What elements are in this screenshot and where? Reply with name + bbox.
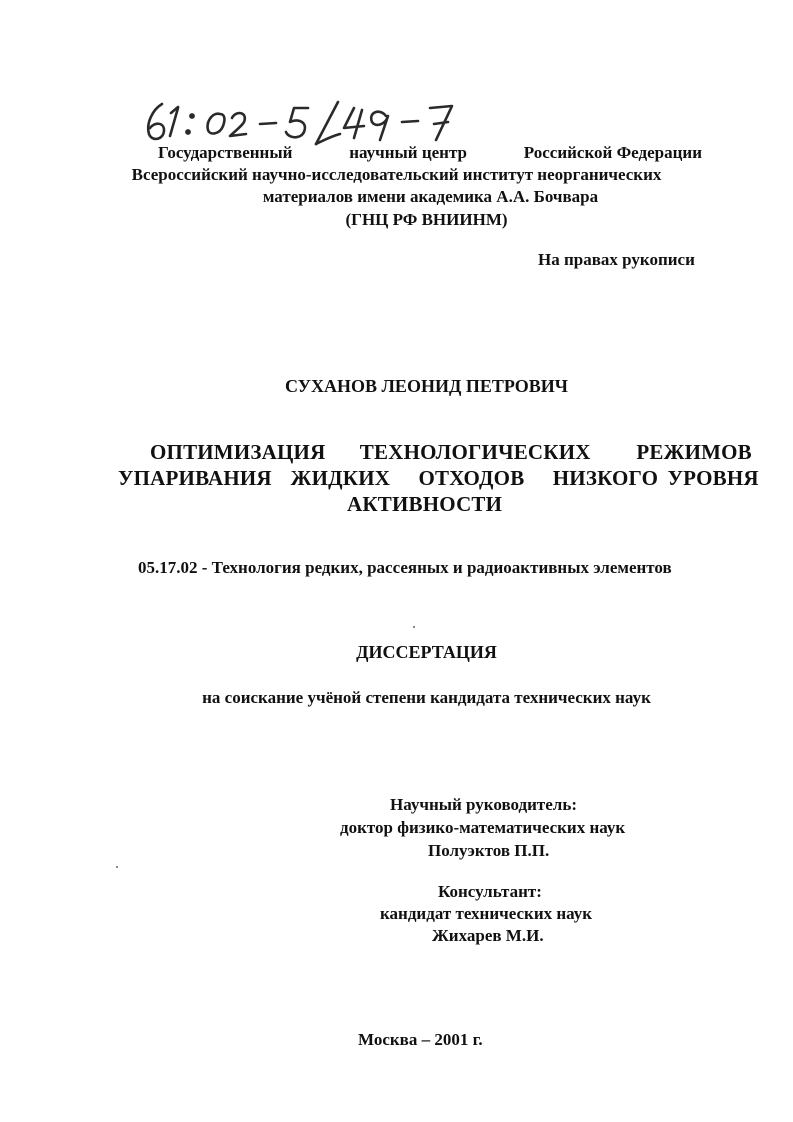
supervisor-role: Научный руководитель: <box>390 795 577 814</box>
organization-word-state: Государственный <box>158 143 293 162</box>
title-line-3: АКТИВНОСТИ <box>347 492 503 516</box>
work-type: ДИССЕРТАЦИЯ <box>356 642 497 662</box>
consultant-degree: кандидат технических наук <box>380 904 593 923</box>
scan-speck <box>413 626 415 628</box>
organization-line-3: материалов имени академика А.А. Бочвара <box>262 187 599 206</box>
handwritten-archive-code <box>140 96 470 146</box>
place-and-year: Москва – 2001 г. <box>358 1030 483 1049</box>
organization-abbreviation: (ГНЦ РФ ВНИИНМ) <box>345 210 508 229</box>
title-line-2: УПАРИВАНИЯ ЖИДКИХ ОТХОДОВ НИЗКОГО УРОВНЯ <box>118 466 759 490</box>
supervisor-name: Полуэктов П.П. <box>428 841 550 860</box>
supervisor-degree: доктор физико-математических наук <box>340 818 626 837</box>
organization-word-research-center: научный центр <box>349 143 467 162</box>
scan-speck <box>116 866 118 868</box>
rights-note: На правах рукописи <box>538 250 695 269</box>
consultant-role: Консультант: <box>438 882 542 901</box>
organization-line-1 <box>158 143 702 163</box>
specialty-code: 05.17.02 - Технология редких, рассеяных и радиоактивных элементов <box>138 558 672 577</box>
consultant-name: Жихарев М.И. <box>432 926 544 945</box>
organization-word-russian-federation: Российской Федерации <box>523 143 702 162</box>
title-line-1: ОПТИМИЗАЦИЯ ТЕХНОЛОГИЧЕСКИХ РЕЖИМОВ <box>150 440 752 464</box>
author-name: СУХАНОВ ЛЕОНИД ПЕТРОВИЧ <box>285 376 568 396</box>
organization-line-2: Всероссийский научно-исследовательский институт неорганических <box>131 165 662 184</box>
degree-sought: на соискание учёной степени кандидата технических наук <box>202 688 651 707</box>
